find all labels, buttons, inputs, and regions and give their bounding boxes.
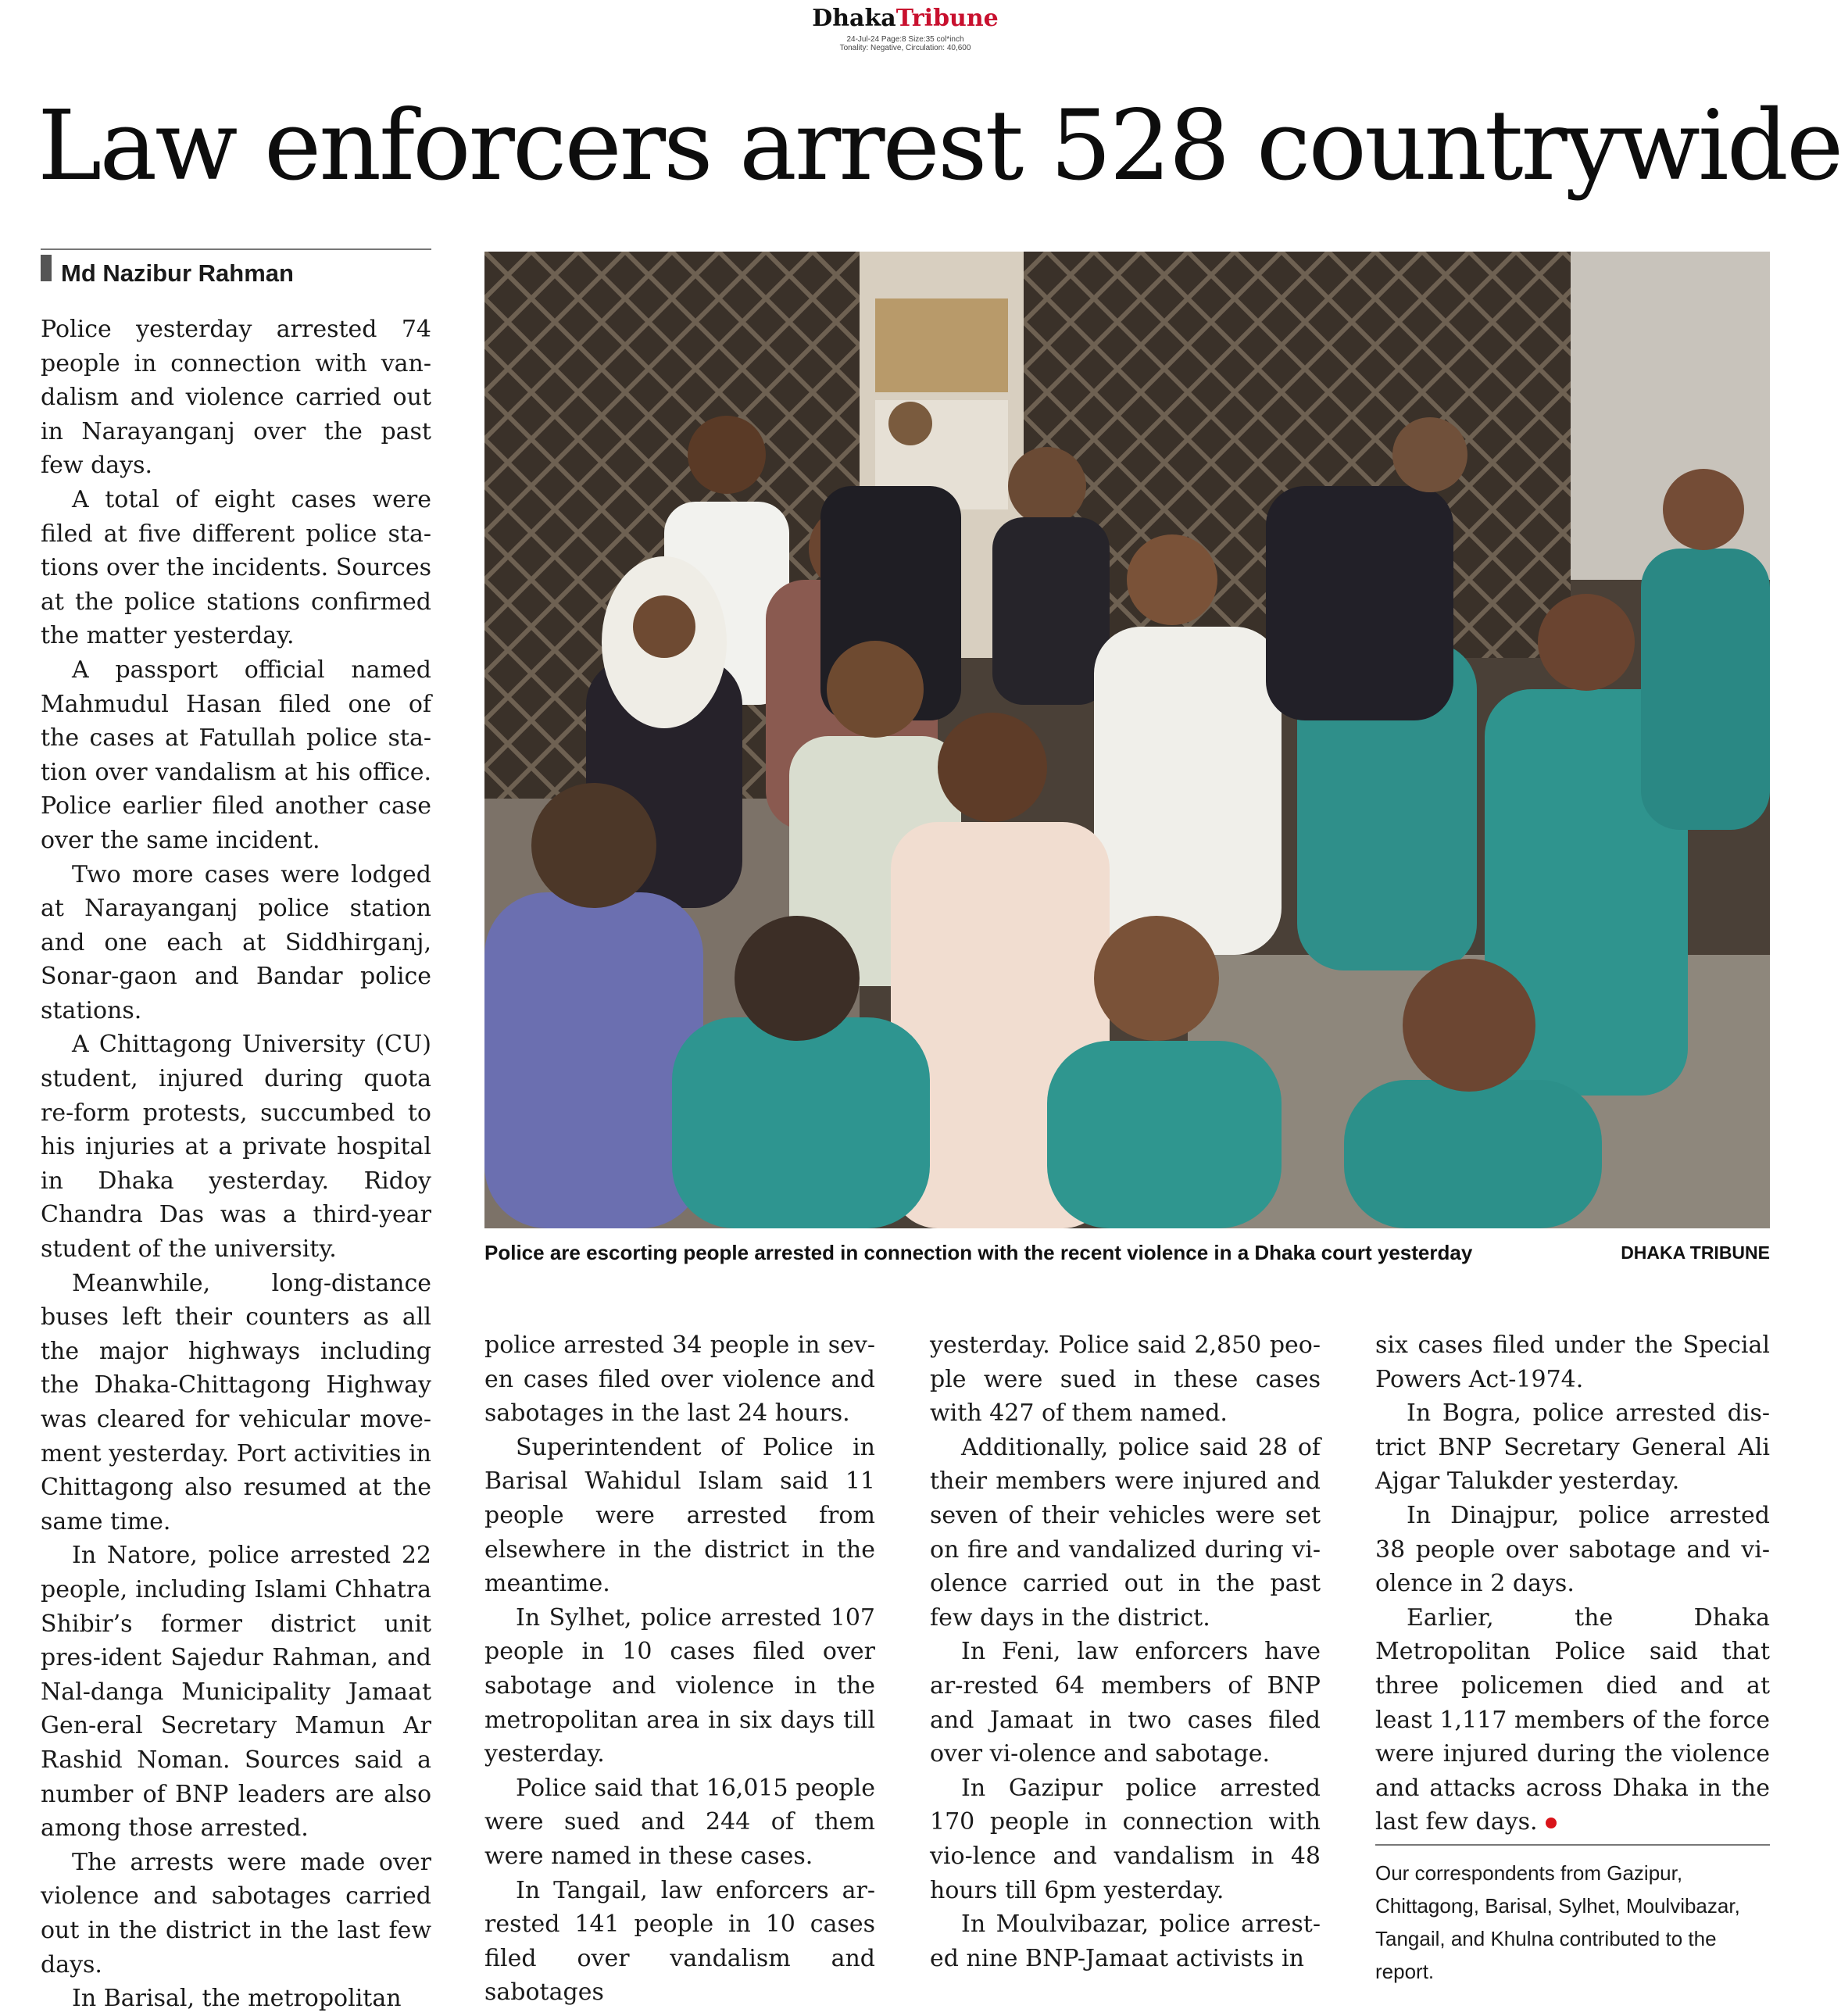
end-of-article-dot-icon [1546,1818,1557,1828]
paragraph: Meanwhile, long-distance buses left their counters as all the major highways including the Dhaka-Chittagong Highway was cleared for vehicular move-ment yesterday. Port activities in Chittagong also resumed at the same time. [41,1269,431,1535]
paragraph: six cases filed under the Special Powers Act-1974. [1375,1331,1770,1393]
paragraph: In Dinajpur, police arrested 38 people over sabotage and vi-olence in 2 days. [1375,1501,1770,1598]
paragraph-final [1375,1601,1770,1839]
paragraph: A Chittagong University (CU) student, injured during quota re-form protests, succumbed to his injuries at a private hospital in Dhaka yesterday. Ridoy Chandra Das was a third-year student of the university. [41,1031,431,1264]
paragraph: The arrests were made over violence and sabotages carried out in the district in the last few days. [41,1848,431,1978]
meta-line-tonality: Tonality: Negative, Circulation: 40,600 [839,44,971,52]
clipping-meta [0,35,1811,52]
paragraph: A total of eight cases were filed at five different police sta-tions over the incidents. Sources at the police stations confirmed the matter yesterday. [41,485,431,650]
paragraph: Superintendent of Police in Barisal Wahidul Islam said 11 people were arrested from elsewhere in the district in the meantime. [484,1433,875,1598]
article-column-2 [484,1328,875,2007]
paragraph: In Sylhet, police arrested 107 people in 10 cases filed over sabotage and violence in the metropolitan area in six days till yesterday. [484,1603,875,1768]
article-column-4 [1375,1328,1770,1836]
article-column-1 [41,313,431,2013]
paragraph: yesterday. Police said 2,850 peo-ple were sued in these cases with 427 of them named. [930,1331,1321,1428]
logo-part-dhaka: Dhaka [812,5,896,32]
byline [41,248,431,286]
paragraph: In Barisal, the metropolitan [72,1985,402,2013]
masthead [0,5,1811,52]
paragraph: In Bogra, police arrested dis-trict BNP Secretary General Ali Ajgar Talukder yesterday. [1375,1399,1770,1496]
byline-bar [41,255,52,281]
paragraph: In Tangail, law enforcers ar-rested 141 people in 10 cases filed over vandalism and sabotages [484,1876,875,2007]
paragraph: In Natore, police arrested 22 people, including Islami Chhatra Shibir’s former district unit pres-ident Sajedur Rahman, and Nal-danga Municipality Jamaat Gen-eral Secretary Mamun Ar Rashid Noman. Sources said a number of BNP leaders are also among those arrested. [41,1542,431,1843]
article-column-3 [930,1328,1321,1993]
photo-caption: Police are escorting people arrested in connection with the recent violence in a Dhaka court yesterday [484,1241,1473,1264]
headline: Law enforcers arrest 528 countrywide [38,90,1841,202]
paragraph: Two more cases were lodged at Narayanganj police station and one each at Siddhirganj, Sonar-gaon and Bandar police stations. [41,860,431,1024]
photo-caption-row [484,1241,1770,1272]
paragraph: In Gazipur police arrested 170 people in connection with vio-lence and vandalism in 48 hours till 6pm yesterday. [930,1774,1321,1904]
news-photo [484,252,1770,1228]
paragraph: Additionally, police said 28 of their members were injured and seven of their vehicles were set on fire and vandalized during vi-olence carried out in the past few days in the district. [930,1433,1321,1632]
logo-part-tribune: Tribune [895,5,999,32]
photo-credit: DHAKA TRIBUNE [1621,1242,1770,1263]
paragraph: police arrested 34 people in sev-en cases filed over violence and sabotages in the last 24 hours. [484,1331,875,1428]
newspaper-logo [0,5,1811,32]
paragraph: Police said that 16,015 people were sued and 244 of them were named in these cases. [484,1774,875,1870]
photo-illustration [484,252,1770,1228]
paragraph: Police yesterday arrested 74 people in connection with van-dalism and violence carried out in Narayanganj over the past few days. [41,316,431,480]
paragraph: In Feni, law enforcers have ar-rested 64 members of BNP and Jamaat in two cases filed over vi-olence and sabotage. [930,1638,1321,1768]
paragraph-text: Earlier, the Dhaka Metropolitan Police said that three policemen died and at least 1,117 members of the force were injured during the violence and attacks across Dhaka in the last few days. [1375,1603,1770,1836]
paragraph: A passport official named Mahmudul Hasan filed one of the cases at Fatullah police sta-tion over vandalism at his office. Police earlier filed another case over the same incident. [41,656,431,854]
paragraph: In Moulvibazar, police arrest-ed nine BNP-Jamaat activists in [930,1911,1321,1972]
author-name: Md Nazibur Rahman [61,259,294,287]
meta-line-page: 24-Jul-24 Page:8 Size:35 col*inch [846,35,964,44]
contributors-note: Our correspondents from Gazipur, Chittagong, Barisal, Sylhet, Moulvibazar, Tangail, and Khulna contributed to the report. [1375,1844,1770,1988]
